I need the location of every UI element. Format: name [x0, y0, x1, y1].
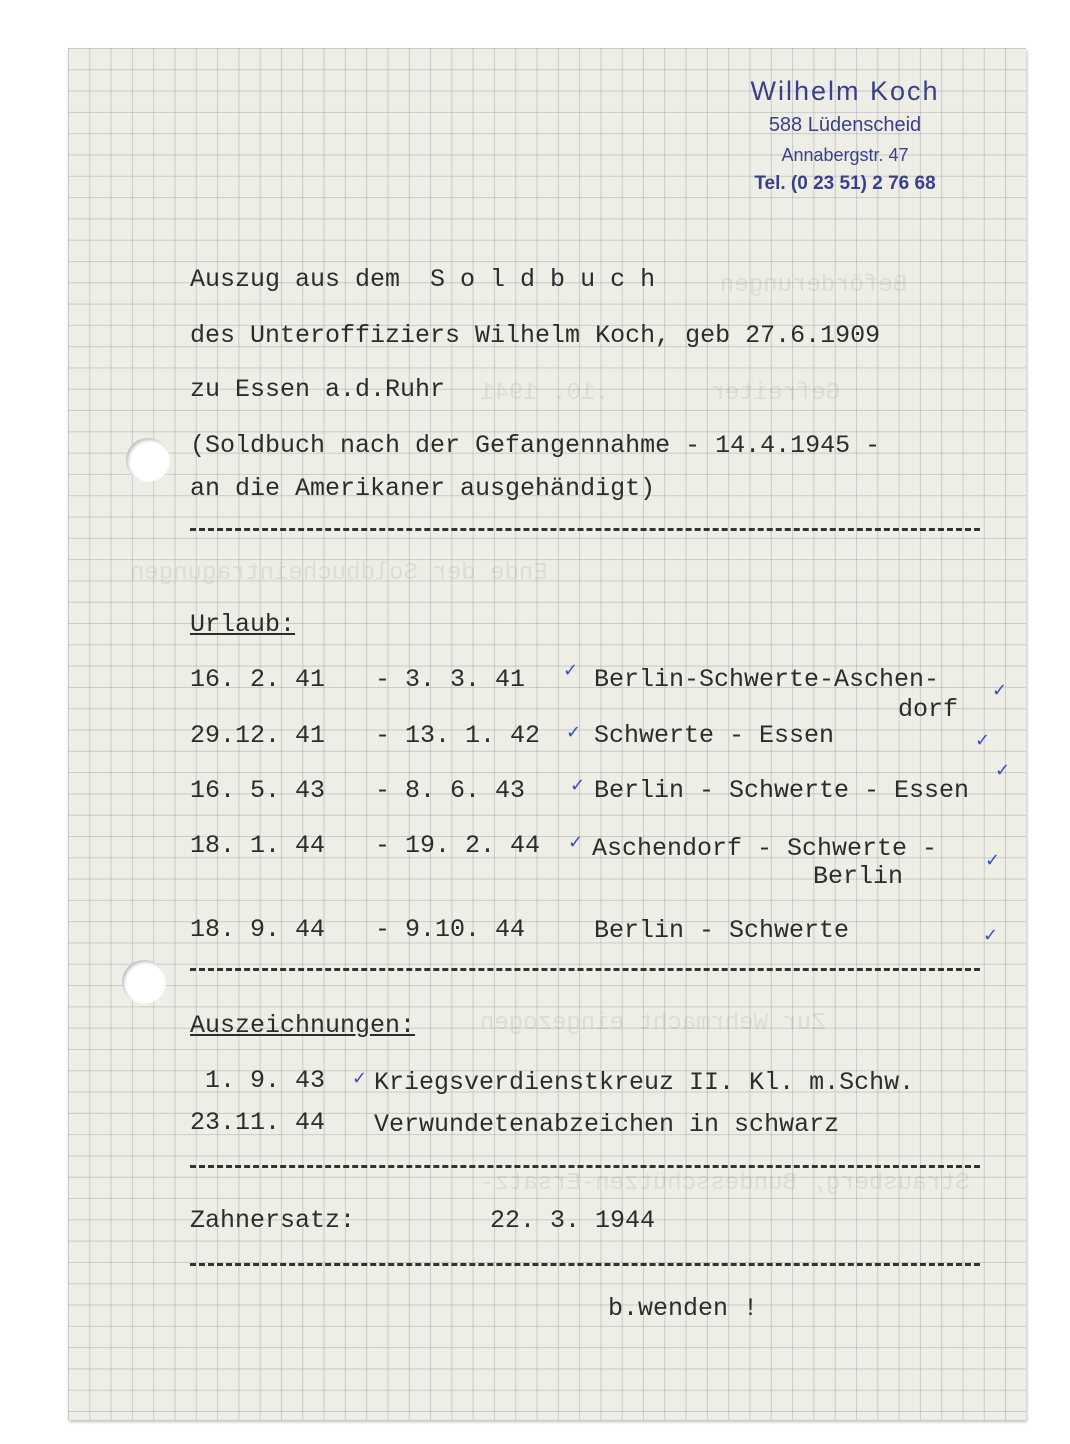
- check-mark-icon: ✓: [975, 730, 991, 751]
- intro-line-2: des Unteroffiziers Wilhelm Koch, geb 27.6.1909: [190, 321, 881, 350]
- leave-to: - 13. 1. 42: [375, 721, 541, 750]
- check-mark-icon: ✓: [566, 722, 582, 743]
- letterhead-phone: Tel. (0 23 51) 2 76 68: [754, 173, 936, 194]
- intro-line-4: (Soldbuch nach der Gefangennahme - 14.4.1945 -: [190, 431, 881, 460]
- letterhead-name: Wilhelm Koch: [750, 76, 940, 106]
- separator-line: [190, 528, 980, 531]
- dental-label: Zahnersatz:: [190, 1206, 356, 1235]
- award-text: Kriegsverdienstkreuz II. Kl. m.Schw.: [374, 1068, 915, 1097]
- leave-from: 18. 9. 44: [190, 915, 326, 944]
- award-text: Verwundetenabzeichen in schwarz: [374, 1110, 840, 1139]
- leave-from: 16. 2. 41: [190, 665, 326, 694]
- turn-over-note: b.wenden !: [608, 1294, 759, 1323]
- letterhead-city: 588 Lüdenscheid: [768, 114, 922, 136]
- leave-to: - 9.10. 44: [375, 915, 526, 944]
- check-mark-icon: ✓: [992, 680, 1008, 701]
- leave-to: - 19. 2. 44: [375, 831, 541, 860]
- bleed-through: Ende der Soldbucheintragungen: [130, 560, 548, 587]
- awards-heading: Auszeichnungen:: [190, 1011, 416, 1040]
- punch-hole-top: [126, 438, 170, 482]
- bleed-through: Zur Wehrmacht eingezogen: [480, 1010, 826, 1037]
- separator-line: [190, 1165, 980, 1168]
- check-mark-icon: ✓: [985, 850, 1001, 871]
- bleed-through: Strausberg, Bundesschützen-Ersatz-: [480, 1170, 970, 1197]
- award-date: 1. 9. 43: [190, 1066, 326, 1095]
- intro-line-1: Auszug aus dem S o l d b u c h: [190, 265, 656, 294]
- leave-place: Aschendorf - Schwerte -: [592, 834, 938, 863]
- leave-heading: Urlaub:: [190, 610, 296, 639]
- check-mark-icon: ✓: [568, 832, 584, 853]
- intro-line-3: zu Essen a.d.Ruhr: [190, 375, 446, 404]
- check-mark-icon: ✓: [563, 660, 579, 681]
- check-mark-icon: ✓: [352, 1068, 368, 1089]
- leave-from: 18. 1. 44: [190, 831, 326, 860]
- leave-to: - 3. 3. 41: [375, 665, 526, 694]
- leave-place: Berlin - Schwerte: [594, 916, 850, 945]
- separator-line: [190, 1263, 980, 1266]
- check-mark-icon: ✓: [983, 925, 999, 946]
- award-date: 23.11. 44: [190, 1108, 326, 1137]
- bleed-through: Gefreiter .10. 1941: [480, 380, 841, 407]
- intro-line-5: an die Amerikaner ausgehändigt): [190, 474, 656, 503]
- separator-line: [190, 968, 980, 971]
- leave-to: - 8. 6. 43: [375, 776, 526, 805]
- punch-hole-bottom: [122, 960, 166, 1004]
- check-mark-icon: ✓: [570, 775, 586, 796]
- check-mark-icon: ✓: [995, 760, 1011, 781]
- leave-place: Berlin - Schwerte - Essen: [594, 776, 970, 805]
- leave-place: Schwerte - Essen: [594, 721, 835, 750]
- bleed-through: Beförderungen: [720, 272, 908, 299]
- dental-date: 22. 3. 1944: [490, 1206, 656, 1235]
- letterhead-street: Annabergstr. 47: [781, 145, 909, 165]
- leave-from: 29.12. 41: [190, 721, 326, 750]
- leave-place-continued: Berlin: [813, 862, 904, 891]
- leave-place-continued: dorf: [898, 695, 959, 724]
- leave-from: 16. 5. 43: [190, 776, 326, 805]
- leave-place: Berlin-Schwerte-Aschen-: [594, 665, 940, 694]
